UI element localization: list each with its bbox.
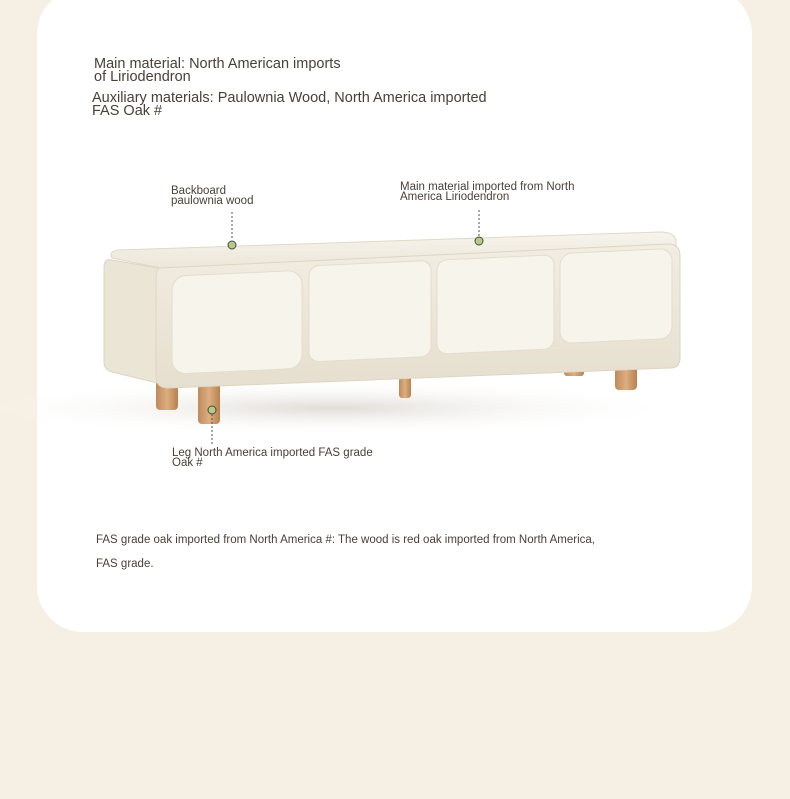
drawer-panel-3 (437, 255, 554, 354)
leg-callout (172, 448, 373, 468)
drawer-panel-2 (309, 260, 431, 362)
main-material-line-2: of Liriodendron (94, 69, 191, 85)
footnote-line-1: FAS grade oak imported from North America #: The wood is red oak imported from North America, (96, 534, 595, 546)
drawer-panel-1 (172, 270, 302, 374)
leg-front-left (198, 382, 220, 424)
drawer-panel-4 (560, 248, 672, 343)
auxiliary-material-line-2: FAS Oak # (92, 103, 163, 119)
backboard-callout-line-2: paulownia wood (171, 195, 254, 207)
footnote-line-2: FAS grade. (96, 558, 154, 570)
main-material-callout-line-2: America Liriodendron (400, 191, 510, 203)
main-material-callout (400, 182, 574, 202)
leg-marker-dot (208, 406, 216, 414)
backboard-callout-line-1: Backboard (171, 185, 226, 197)
auxiliary-material-line-1: Auxiliary materials: Paulownia Wood, North America imported (92, 90, 487, 106)
main-material-line-1: Main material: North American imports (94, 56, 341, 72)
main-material-marker-dot (475, 237, 483, 245)
backboard-marker-dot (228, 241, 236, 249)
main-material-callout-line-1: Main material imported from North (400, 181, 575, 193)
floor-shadow (0, 380, 690, 436)
leg-callout-line-2: Oak # (172, 457, 203, 469)
leg-callout-line-1: Leg North America imported FAS grade (172, 447, 373, 459)
backboard-callout (171, 186, 253, 206)
